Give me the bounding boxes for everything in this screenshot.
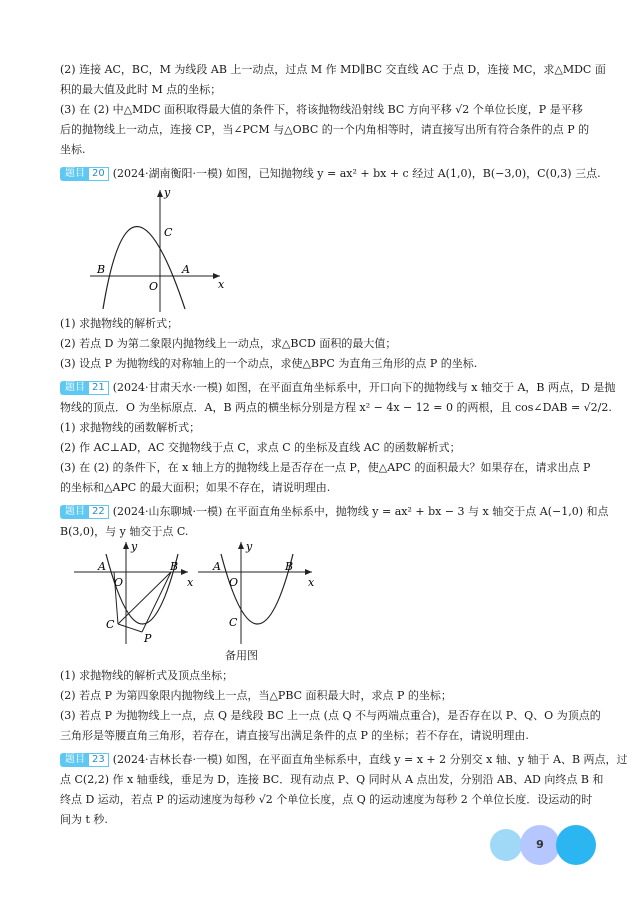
q21-part3-line1: (3) 在 (2) 的条件下，在 x 轴上方的抛物线上是否存在一点 P，使△APC 的面积最大？如果存在，请求出点 P bbox=[60, 461, 591, 474]
point-b-label: B bbox=[97, 263, 106, 276]
q22-main-graph bbox=[74, 542, 194, 645]
y-label: y bbox=[164, 186, 171, 199]
y-axis-arrow bbox=[157, 190, 163, 197]
q22-figure-caption: 备用图 bbox=[225, 649, 258, 662]
q22-backup-graph bbox=[198, 542, 315, 644]
y-axis-arrow bbox=[123, 542, 129, 549]
point-c-label: C bbox=[229, 616, 238, 629]
x-label: x bbox=[218, 278, 225, 291]
point-p-label: P bbox=[144, 632, 152, 645]
point-c-label: C bbox=[106, 618, 115, 631]
q19-part2-line1: (2) 连接 AC，BC，M 为线段 AB 上一动点，过点 M 作 MD∥BC 交直线 AC 于点 D，连接 MC，求△MDC 面 bbox=[60, 63, 606, 76]
point-a-label: A bbox=[98, 560, 106, 573]
page-number-badge bbox=[490, 825, 600, 865]
question-number: 20 bbox=[88, 167, 109, 181]
question-number: 23 bbox=[88, 753, 109, 767]
q21-stem-line2: 物线的顶点．O 为坐标原点．A，B 两点的横坐标分别是方程 x² − 4x − 12 = 0 的两根，且 cos∠DAB = √2/2. bbox=[60, 401, 612, 414]
q19-part2-line2: 积的最大值及此时 M 点的坐标； bbox=[60, 83, 222, 96]
q20-graph bbox=[60, 184, 600, 314]
question-tag: 题目 bbox=[60, 505, 88, 519]
q23-header bbox=[60, 750, 628, 770]
q22-graphs bbox=[60, 542, 600, 646]
point-a-label: A bbox=[213, 560, 221, 573]
x-label: x bbox=[308, 576, 315, 589]
x-axis-arrow bbox=[305, 569, 312, 575]
page-number: 9 bbox=[520, 825, 560, 865]
parabola-curve bbox=[103, 227, 185, 310]
q20-part2: (2) 若点 D 为第二象限内抛物线上一动点，求△BCD 面积的最大值； bbox=[60, 337, 397, 350]
origin-label: O bbox=[149, 280, 159, 293]
origin-label: O bbox=[229, 576, 239, 589]
q21-stem-line1: (2024·甘肃天水·一模) 如图，在平面直角坐标系中，开口向下的抛物线与 x 轴交于 A，B 两点，D 是抛 bbox=[112, 381, 616, 394]
origin-label: O bbox=[114, 576, 124, 589]
q21-part2: (2) 作 AC⊥AD，AC 交抛物线于点 C，求点 C 的坐标及直线 AC 的函数解析式； bbox=[60, 441, 461, 454]
q23-stem-line2: 点 C(2,2) 作 x 轴垂线，垂足为 D，连接 BC．现有动点 P、Q 同时从 A 点出发，分别沿 AB、AD 向终点 B 和 bbox=[60, 773, 604, 786]
q23-stem-line3: 终点 D 运动，若点 P 的运动速度为每秒 √2 个单位长度，点 Q 的运动速度为每秒 2 个单位长度．设运动的时 bbox=[60, 793, 593, 806]
q21-part3-line2: 的坐标和△APC 的最大面积；如果不存在，请说明理由. bbox=[60, 481, 331, 494]
question-tag: 题目 bbox=[60, 167, 88, 181]
q23-stem-line4: 间为 t 秒. bbox=[60, 813, 108, 826]
q20-stem: (2024·湖南衡阳·一模) 如图，已知抛物线 y = ax² + bx + c 经过 A(1,0)，B(−3,0)，C(0,3) 三点. bbox=[112, 167, 601, 180]
q22-header bbox=[60, 502, 609, 522]
q19-part3-line1: (3) 在 (2) 中△MDC 面积取得最大值的条件下，将该抛物线沿射线 BC 方向平移 √2 个单位长度，P 是平移 bbox=[60, 103, 583, 116]
q20-header bbox=[60, 164, 600, 184]
parabola-curve bbox=[221, 554, 293, 624]
decor-circle-left bbox=[490, 829, 522, 861]
segment-cp bbox=[118, 624, 142, 632]
point-a-label: A bbox=[182, 263, 190, 276]
q22-part3-line1: (3) 若点 P 为抛物线上一点，点 Q 是线段 BC 上一点 (点 Q 不与两端点重合)，是否存在以 P、Q、O 为顶点的 bbox=[60, 709, 601, 722]
q21-header bbox=[60, 378, 616, 398]
x-axis-arrow bbox=[181, 569, 188, 575]
q22-part2: (2) 若点 P 为第四象限内抛物线上一点，当△PBC 面积最大时，求点 P 的坐标； bbox=[60, 689, 452, 702]
q19-part3-line3: 坐标. bbox=[60, 143, 86, 156]
y-axis-arrow bbox=[238, 542, 244, 549]
point-b-label: B bbox=[170, 560, 179, 573]
q22-part1: (1) 求抛物线的解析式及顶点坐标； bbox=[60, 669, 234, 682]
q20-part1: (1) 求抛物线的解析式； bbox=[60, 317, 179, 330]
point-c-label: C bbox=[164, 226, 173, 239]
y-label: y bbox=[131, 542, 138, 553]
question-number: 21 bbox=[88, 381, 109, 395]
page-content bbox=[60, 60, 628, 830]
q23-stem-line1: (2024·吉林长春·一模) 如图，在平面直角坐标系中，直线 y = x + 2 分别交 x 轴、y 轴于 A、B 两点，过 bbox=[112, 753, 628, 766]
decor-circle-right bbox=[556, 825, 596, 865]
q22-figures bbox=[60, 542, 600, 646]
point-b-label: B bbox=[285, 560, 294, 573]
q21-part1: (1) 求抛物线的函数解析式； bbox=[60, 421, 201, 434]
question-tag: 题目 bbox=[60, 381, 88, 395]
q20-figure bbox=[60, 184, 600, 314]
x-label: x bbox=[187, 576, 194, 589]
q22-stem-line1: (2024·山东聊城·一模) 在平面直角坐标系中，抛物线 y = ax² + bx − 3 与 x 轴交于点 A(−1,0) 和点 bbox=[112, 505, 609, 518]
q22-part3-line2: 三角形是等腰直角三角形，若存在，请直接写出满足条件的点 P 的坐标；若不存在，请说明理由. bbox=[60, 729, 529, 742]
question-number: 22 bbox=[88, 505, 109, 519]
segment-pb bbox=[142, 572, 171, 632]
q19-part3-line2: 后的抛物线上一动点，连接 CP，当∠PCM 与△OBC 的一个内角相等时，请直接写出所有符合条件的点 P 的 bbox=[60, 123, 590, 136]
q22-stem-line2: B(3,0)，与 y 轴交于点 C. bbox=[60, 525, 189, 538]
q20-part3: (3) 设点 P 为抛物线的对称轴上的一个动点，求使△BPC 为直角三角形的点 P 的坐标. bbox=[60, 357, 478, 370]
question-tag: 题目 bbox=[60, 753, 88, 767]
y-label: y bbox=[246, 542, 253, 553]
